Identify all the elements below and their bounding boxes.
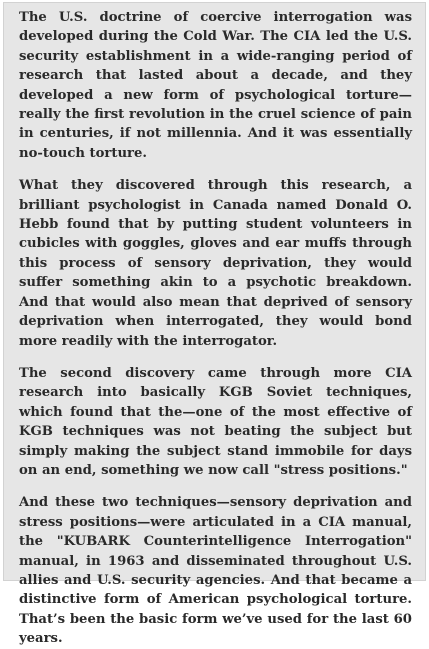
paragraph-1: The U.S. doctrine of coercive interrogation was developed during the Cold War. The CIA led the U.S. security establishment in a wide-ranging period of research that lasted about a decade, and they developed a new form of psychological torture—really the first revolution in the cruel science of pain in centuries, if not millennia. And it was essentially no-touch torture. (19, 10, 412, 161)
paragraph-4: And these two techniques—sensory deprivation and stress positions—were articulated in a CIA manual, the "KUBARK Counterintelligence Interrogation" manual, in 1963 and disseminated throughout U.S. allies and U.S. security agencies. And that became a distinctive form of American psychological torture. That’s been the basic form we’ve used for the last 60 years. (19, 495, 412, 647)
paragraph-3: The second discovery came through more CIA research into basically KGB Soviet techniques, which found that the—one of the most effective of KGB techniques was not beating the subject but simply making the subject stand immobile for days on an end, something we now call "stress positions." (19, 365, 412, 478)
paragraph-2: What they discovered through this research, a brilliant psychologist in Canada named Donald O. Hebb found that by putting student volunteers in cubicles with goggles, gloves and ear muffs through this process of sensory deprivation, they would suffer something akin to a psychotic breakdown. And that would also mean that deprived of sensory deprivation when interrogated, they would bond more readily with the interrogator. (19, 178, 412, 349)
text-panel (3, 2, 426, 647)
